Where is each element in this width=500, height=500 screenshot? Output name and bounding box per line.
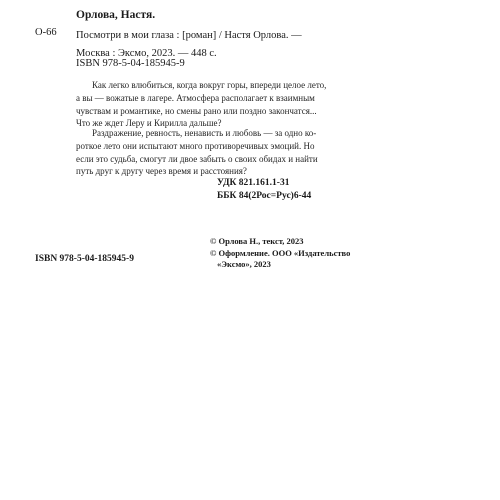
classification-codes xyxy=(217,177,311,202)
annotation-line: роткое лето они испытают много противоречивых эмоций. Но xyxy=(76,140,315,151)
author-mark-code: О-66 xyxy=(35,27,57,38)
annotation-line: путь друг к другу через время и расстояния? xyxy=(76,166,247,177)
annotation-line: чувствам и романтике, но смены рано или поздно закончатся... xyxy=(76,105,317,116)
annotation-paragraph-1 xyxy=(76,79,327,130)
annotation-line: Как легко влюбиться, когда вокруг горы, впереди целое лето, xyxy=(92,80,327,90)
bbk-code: ББК 84(2Рос=Рус)6-44 xyxy=(217,190,312,201)
copyright-block xyxy=(210,236,350,271)
annotation-line: а вы — вожатые в лагере. Атмосфера располагает к взаимным xyxy=(76,92,315,103)
copyright-design-cont: «Эксмо», 2023 xyxy=(217,259,271,269)
description-line: Посмотри в мои глаза : [роман] / Настя Орлова. — xyxy=(76,30,302,41)
annotation-line: Раздражение, ревность, ненависть и любовь — за одно ко- xyxy=(92,128,317,138)
annotation-line: Что же ждет Леру и Кирилла дальше? xyxy=(76,118,222,129)
copyright-text: © Орлова Н., текст, 2023 xyxy=(210,236,304,246)
description-line: Москва : Эксмо, 2023. — 448 с. xyxy=(76,48,217,59)
isbn-top: ISBN 978-5-04-185945-9 xyxy=(76,58,185,69)
udc-code: УДК 821.161.1-31 xyxy=(217,178,290,188)
isbn-bottom: ISBN 978-5-04-185945-9 xyxy=(35,254,134,264)
copyright-design: © Оформление. ООО «Издательство xyxy=(210,247,351,258)
author-heading: Орлова, Настя. xyxy=(76,9,156,21)
annotation-line: если это судьба, смогут ли двое забыть о своих обидах и найти xyxy=(76,153,318,164)
annotation-paragraph-2 xyxy=(76,127,318,178)
